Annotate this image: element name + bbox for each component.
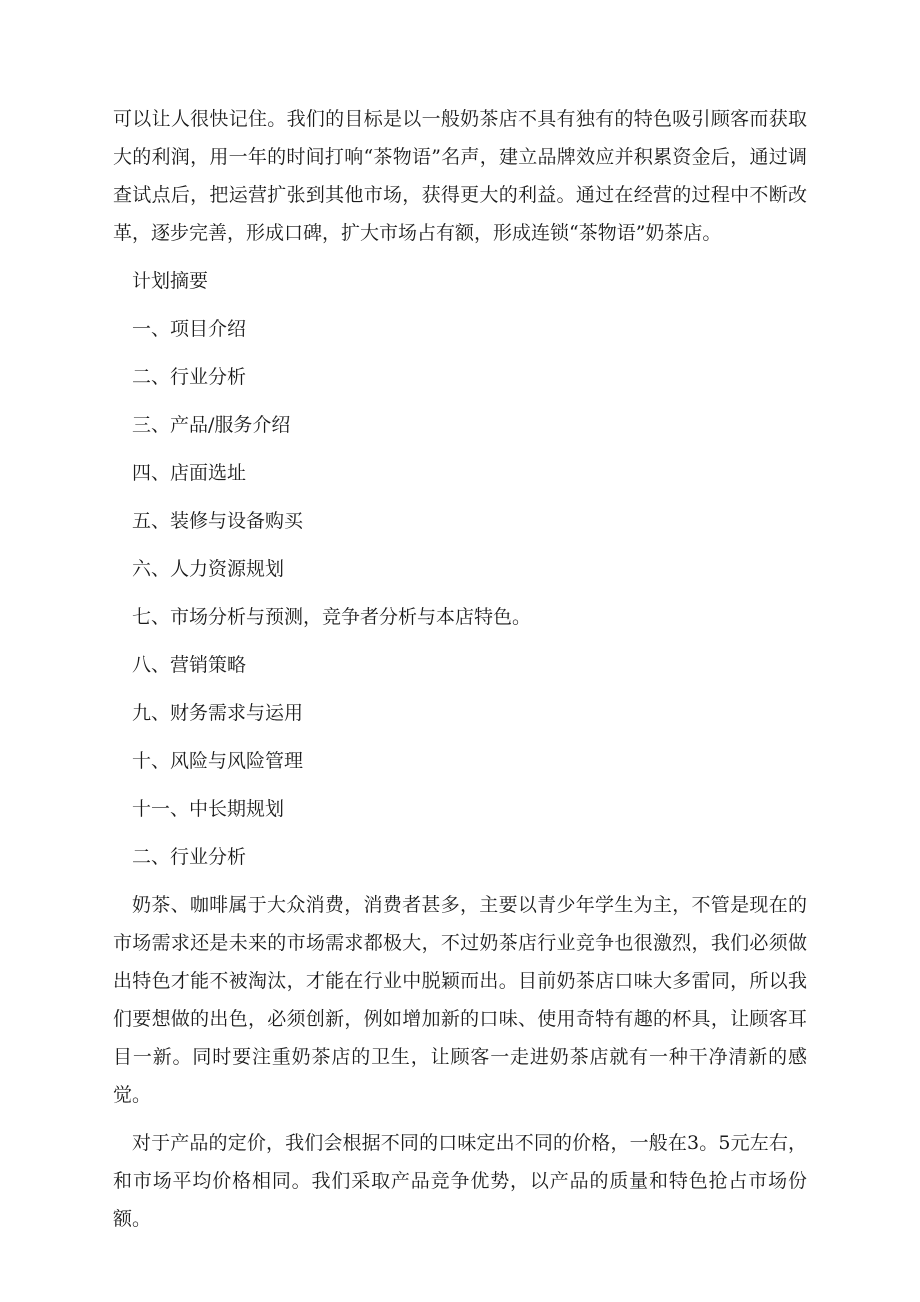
- summary-heading: 计划摘要: [132, 270, 209, 292]
- intro-paragraph: 可以让人很快记住。我们的目标是以一般奶茶店不具有独有的特色吸引顾客而获取大的利润，用一年的时间打响“茶物语”名声，建立品牌效应并积累资金后，通过调查试点后，把运营扩张到其他市场，获得更大的利益。通过在经营的过程中不断改革，逐步完善，形成口碑，扩大市场占有额，形成连锁“茶物语”奶茶店。: [113, 108, 807, 244]
- toc-item-10: 十、风险与风险管理: [132, 750, 304, 772]
- industry-paragraph: 奶茶、咖啡属于大众消费，消费者甚多，主要以青少年学生为主，不管是现在的市场需求还是未来的市场需求都极大，不过奶茶店行业竞争也很激烈，我们必须做出特色才能不被淘汰，才能在行业中脱颖而出。目前奶茶店口味大多雷同，所以我们要想做的出色，必须创新，例如增加新的口味、使用奇特有趣的杯具，让顾客耳目一新。同时要注重奶茶店的卫生，让顾客一走进奶茶店就有一种干净清新的感觉。: [113, 894, 807, 1106]
- toc-item-2: 二、行业分析: [132, 366, 247, 388]
- toc-item-4: 四、店面选址: [132, 462, 247, 484]
- toc-item-7: 七、市场分析与预测，竞争者分析与本店特色。: [132, 606, 532, 628]
- toc-item-8: 八、营销策略: [132, 654, 247, 676]
- toc-item-5: 五、装修与设备购买: [132, 510, 304, 532]
- section-heading: 二、行业分析: [132, 846, 247, 868]
- pricing-paragraph: 对于产品的定价，我们会根据不同的口味定出不同的价格，一般在3。5元左右，和市场平均价格相同。我们采取产品竞争优势，以产品的质量和特色抢占市场份额。: [113, 1132, 807, 1230]
- document-page: [113, 100, 807, 1248]
- toc-item-6: 六、人力资源规划: [132, 558, 285, 580]
- toc-item-3: 三、产品/服务介绍: [132, 414, 291, 436]
- toc-item-11: 十一、中长期规划: [132, 798, 285, 820]
- toc-item-9: 九、财务需求与运用: [132, 702, 304, 724]
- toc-item-1: 一、项目介绍: [132, 318, 247, 340]
